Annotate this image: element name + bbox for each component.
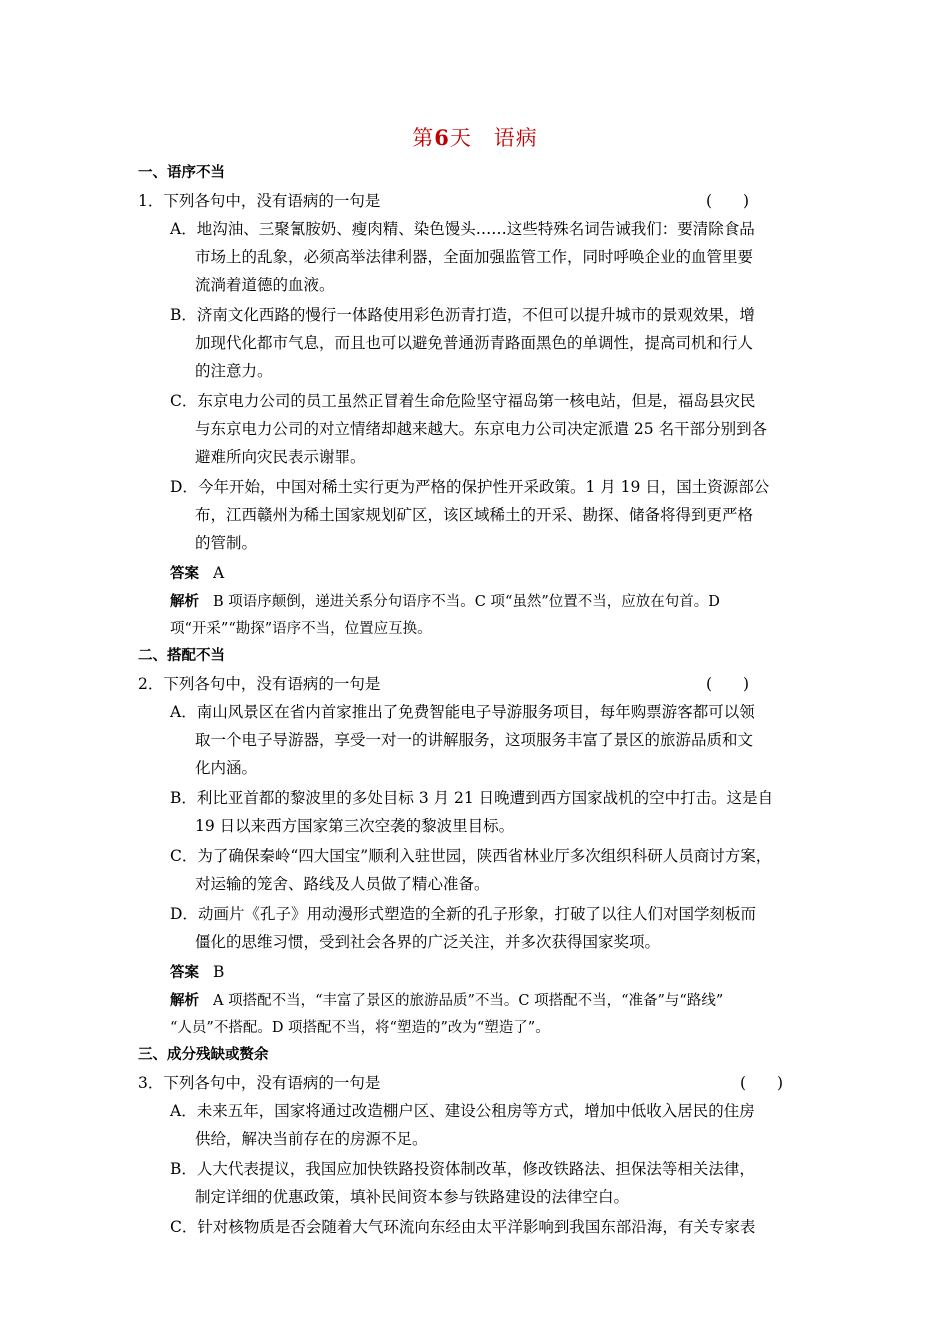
option-text: 为了确保秦岭“四大国宝”顺利入驻世园，陕西省林业厅多次组织科研人员商讨方案， <box>197 847 772 865</box>
option-label: C． <box>170 1218 198 1236</box>
answer-blank: ( ) <box>706 191 750 210</box>
answer-blank: ( ) <box>740 1073 784 1092</box>
option-c <box>170 387 828 471</box>
option-text: 今年开始，中国对稀土实行更为严格的保护性开采政策。1 月 19 日，国土资源部公 <box>197 478 770 496</box>
question-text: 1．下列各句中，没有语病的一句是 <box>138 191 381 210</box>
option-text: 化内涵。 <box>195 759 258 777</box>
section-heading: 一、语序不当 <box>138 165 225 181</box>
option-text: 利比亚首都的黎波里的多处目标 3 月 21 日晚遭到西方国家战机的空中打击。这是自 <box>196 789 774 807</box>
option-label: A． <box>170 220 197 238</box>
option-text: 19 日以来西方国家第三次空袭的黎波里目标。 <box>195 817 515 835</box>
option-text: 避难所向灾民表示谢罪。 <box>195 448 366 466</box>
option-text: 动画片《孔子》用动漫形式塑造的全新的孔子形象，打破了以往人们对国学刻板而 <box>197 905 756 923</box>
option-b <box>170 301 828 385</box>
option-text: 南山风景区在省内首家推出了免费智能电子导游服务项目，每年购票游客都可以领 <box>196 703 755 721</box>
option-text: 未来五年，国家将通过改造棚户区、建设公租房等方式，增加中低收入居民的住房 <box>196 1102 755 1120</box>
option-b <box>170 1155 828 1211</box>
option-c <box>170 1213 828 1241</box>
question-text: 2．下列各句中，没有语病的一句是 <box>138 674 381 693</box>
question-stem <box>138 1070 828 1098</box>
option-label: C． <box>170 847 198 865</box>
title-suffix: 天 语病 <box>449 126 538 150</box>
option-text: 济南文化西路的慢行一体路使用彩色沥青打造，不但可以提升城市的景观效果，增 <box>196 306 755 324</box>
answer <box>170 559 828 587</box>
answer <box>170 958 828 986</box>
option-text: 取一个电子导游器，享受一对一的讲解服务，这项服务丰富了景区的旅游品质和文 <box>195 731 754 749</box>
question-stem <box>138 188 828 216</box>
option-label: B． <box>170 306 197 324</box>
answer-value: B <box>213 963 225 981</box>
explanation-label: 解析 <box>170 993 199 1009</box>
option-text: 僵化的思维习惯，受到社会各界的广泛关注，并多次获得国家奖项。 <box>195 933 661 951</box>
option-a <box>170 215 828 299</box>
option-text: 针对核物质是否会随着大气环流向东经由太平洋影响到我国东部沿海，有关专家表 <box>197 1218 756 1236</box>
option-label: B． <box>170 1160 197 1178</box>
option-d <box>170 473 828 557</box>
option-text: 的注意力。 <box>195 362 273 380</box>
option-text: 市场上的乱象，必须高举法律利器，全面加强监管工作，同时呼唤企业的血管里要 <box>195 248 754 266</box>
answer-label: 答案 <box>170 566 199 582</box>
option-b <box>170 784 828 840</box>
explanation <box>170 986 828 1042</box>
option-text: 加现代化都市气息，而且也可以避免普通沥青路面黑色的单调性，提高司机和行人 <box>195 334 754 352</box>
answer-label: 答案 <box>170 965 199 981</box>
option-label: C． <box>170 392 198 410</box>
option-text: 的管制。 <box>195 534 258 552</box>
option-a <box>170 1097 828 1153</box>
option-text: 流淌着道德的血液。 <box>195 276 335 294</box>
title-day-number: 6 <box>434 125 450 150</box>
option-text: 布，江西赣州为稀土国家规划矿区，该区域稀土的开采、勘探、储备将得到更严格 <box>195 506 754 524</box>
question-text: 3．下列各句中，没有语病的一句是 <box>138 1073 381 1092</box>
option-text: 地沟油、三聚氰胺奶、瘦肉精、染色馒头……这些特殊名词告诫我们：要清除食品 <box>196 220 755 238</box>
section-heading: 三、成分残缺或赘余 <box>138 1047 269 1063</box>
option-d <box>170 900 828 956</box>
title-prefix: 第 <box>412 126 435 150</box>
option-label: B． <box>170 789 197 807</box>
section-heading: 二、搭配不当 <box>138 648 225 664</box>
document-content <box>138 160 828 1243</box>
option-text: 对运输的笼舍、路线及人员做了精心准备。 <box>195 875 490 893</box>
option-text: 制定详细的优惠政策，填补民间资本参与铁路建设的法律空白。 <box>195 1188 630 1206</box>
explanation-text: 项“开采”“勘探”语序不当，位置应互换。 <box>170 621 432 637</box>
explanation-text: “人员”不搭配。D 项搭配不当，将“塑造的”改为“塑造了”。 <box>170 1020 550 1036</box>
option-text: 东京电力公司的员工虽然正冒着生命危险坚守福岛第一核电站，但是，福岛县灾民 <box>197 392 756 410</box>
explanation-text: A 项搭配不当，“丰富了景区的旅游品质”不当。C 项搭配不当，“准备”与“路线” <box>213 993 724 1009</box>
option-text: 人大代表提议，我国应加快铁路投资体制改革，修改铁路法、担保法等相关法律， <box>196 1160 755 1178</box>
option-c <box>170 842 828 898</box>
page-title <box>0 122 950 152</box>
explanation <box>170 587 828 643</box>
answer-blank: ( ) <box>706 674 750 693</box>
option-label: D． <box>170 905 198 923</box>
question-stem <box>138 671 828 699</box>
answer-value: A <box>213 564 225 582</box>
option-label: D． <box>170 478 198 496</box>
option-text: 供给，解决当前存在的房源不足。 <box>195 1130 428 1148</box>
option-a <box>170 698 828 782</box>
option-label: A． <box>170 703 197 721</box>
option-label: A． <box>170 1102 197 1120</box>
explanation-label: 解析 <box>170 594 199 610</box>
option-text: 与东京电力公司的对立情绪却越来越大。东京电力公司决定派遣 25 名干部分别到各 <box>195 420 768 438</box>
explanation-text: B 项语序颠倒，递进关系分句语序不当。C 项“虽然”位置不当，应放在句首。D <box>213 594 720 610</box>
